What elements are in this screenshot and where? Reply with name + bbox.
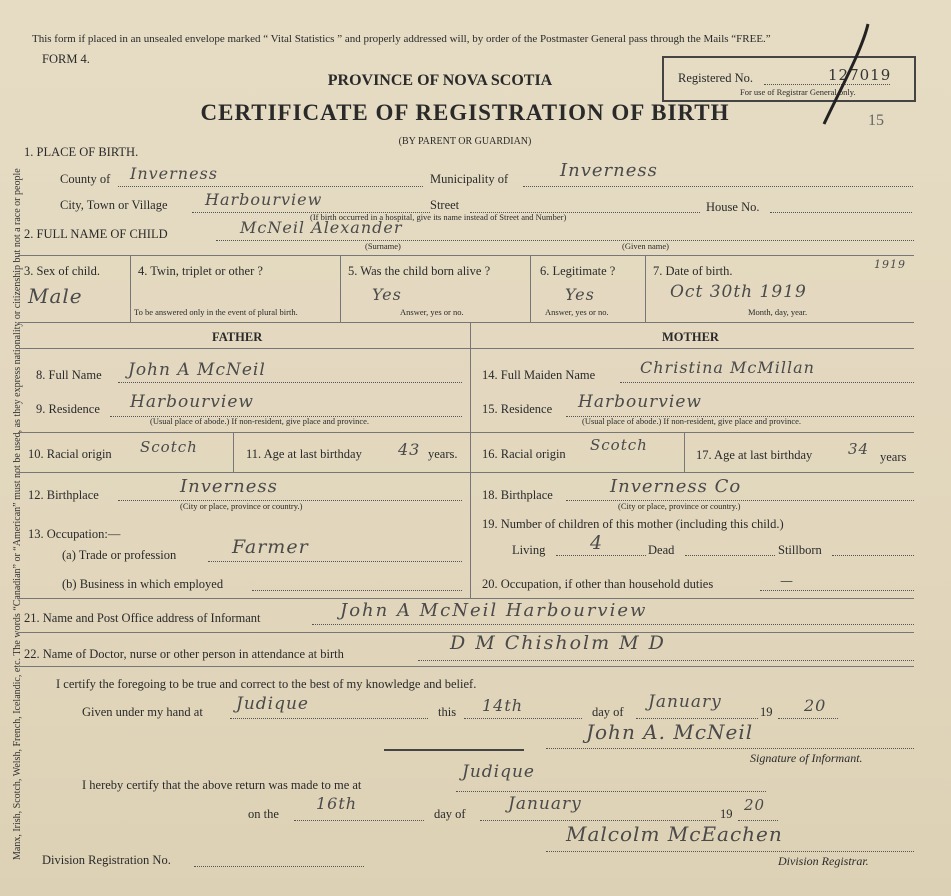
father-birthplace-note: (City or place, province or country.) — [180, 501, 303, 511]
given-label: Given under my hand at — [82, 705, 203, 719]
living-label: Living — [512, 543, 546, 557]
alive-note: Answer, yes or no. — [400, 307, 464, 317]
side-text: Manx, Irish, Scotch, Welsh, French, Icelandic, etc. The words “Canadian” or “American” must not be used, as they express nationality or citizenship but not a race or people — [12, 168, 23, 860]
mother-race-value: Scotch — [590, 436, 648, 454]
pencil-mark-icon — [810, 20, 880, 130]
certify-statement: I certify the foregoing to be true and correct to the best of my knowledge and belief. — [56, 677, 477, 691]
page-subtitle: (BY PARENT OR GUARDIAN) — [398, 136, 532, 147]
given-name-caption: (Given name) — [622, 241, 669, 251]
birth-date-correction: 1919 — [874, 258, 906, 271]
division-registration-label: Division Registration No. — [42, 853, 171, 867]
sex-label: 3. Sex of child. — [24, 264, 101, 278]
registered-label: Registered No. — [678, 71, 753, 85]
doctor-label: 22. Name of Doctor, nurse or other person in attendance at birth — [24, 647, 344, 661]
informant-signature: John A. McNeil — [586, 720, 754, 744]
side-margin-text — [0, 40, 23, 880]
sex-value: Male — [28, 284, 83, 308]
mother-age-unit: years — [880, 450, 907, 464]
page-title: CERTIFICATE OF REGISTRATION OF BIRTH — [200, 100, 730, 125]
doctor-value: D M Chisholm M D — [450, 632, 666, 654]
living-value: 4 — [590, 532, 604, 554]
registrar-place-value: Judique — [462, 762, 535, 782]
separator-line — [384, 749, 524, 751]
form-number: FORM 4. — [42, 52, 90, 66]
mother-race-label: 16. Racial origin — [482, 447, 566, 461]
child-name-value: McNeil Alexander — [240, 218, 403, 237]
informant-label: 21. Name and Post Office address of Informant — [24, 611, 261, 625]
legitimate-label: 6. Legitimate ? — [540, 264, 616, 278]
given-month-value: January — [648, 692, 722, 712]
municipality-value: Inverness — [560, 160, 658, 181]
county-label: County of — [60, 172, 111, 186]
alive-label: 5. Was the child born alive ? — [348, 264, 491, 278]
trade-value: Farmer — [232, 536, 309, 558]
registrar-year-prefix: 19 — [720, 807, 733, 821]
trade-label: (a) Trade or profession — [62, 548, 177, 562]
father-heading: FATHER — [212, 330, 263, 344]
registrar-month-value: January — [508, 794, 582, 814]
father-age-label: 11. Age at last birthday — [246, 447, 362, 461]
given-year-value: 20 — [804, 696, 827, 715]
mother-occupation-value: — — [780, 574, 794, 589]
day-of-label: day of — [592, 705, 624, 719]
on-the-label: on the — [248, 807, 279, 821]
registered-value: 127019 — [828, 66, 892, 84]
mother-residence-label: 15. Residence — [482, 402, 553, 416]
city-label: City, Town or Village — [60, 198, 168, 212]
surname-caption: (Surname) — [365, 241, 401, 251]
mother-birthplace-label: 18. Birthplace — [482, 488, 553, 502]
children-count-label: 19. Number of children of this mother (including this child.) — [482, 517, 784, 531]
informant-value: John A McNeil Harbourview — [340, 600, 648, 621]
place-label: 1. PLACE OF BIRTH. — [24, 145, 139, 159]
stillborn-label: Stillborn — [778, 543, 822, 557]
mother-age-value: 34 — [848, 440, 870, 458]
registrar-signature: Malcolm McEachen — [566, 822, 783, 846]
mother-occupation-label: 20. Occupation, if other than household duties — [482, 577, 714, 591]
given-day-value: 14th — [482, 696, 524, 715]
house-label: House No. — [706, 200, 760, 214]
father-name-label: 8. Full Name — [36, 368, 102, 382]
father-birthplace-value: Inverness — [180, 476, 278, 497]
birth-date-value: Oct 30th 1919 — [670, 282, 807, 302]
year-prefix: 19 — [760, 705, 773, 719]
mother-name-value: Christina McMillan — [640, 358, 815, 377]
mother-residence-note: (Usual place of abode.) If non-resident, give place and province. — [582, 416, 802, 426]
dead-label: Dead — [648, 543, 675, 557]
legitimate-value: Yes — [565, 285, 595, 304]
twin-note: To be answered only in the event of plural birth. — [134, 307, 298, 317]
business-label: (b) Business in which employed — [62, 577, 224, 591]
municipality-label: Municipality of — [430, 172, 509, 186]
county-value: Inverness — [130, 164, 218, 183]
registrar-caption: Division Registrar. — [778, 854, 869, 868]
twin-label: 4. Twin, triplet or other ? — [138, 264, 263, 278]
registrar-note: For use of Registrar General only. — [740, 87, 856, 97]
registrar-statement: I hereby certify that the above return was made to me at — [82, 778, 362, 792]
father-residence-label: 9. Residence — [36, 402, 100, 416]
birth-date-note: Month, day, year. — [748, 307, 808, 317]
father-birthplace-label: 12. Birthplace — [28, 488, 99, 502]
mother-birthplace-value: Inverness Co — [610, 476, 742, 497]
father-age-value: 43 — [398, 440, 421, 459]
father-occupation-label: 13. Occupation:— — [28, 527, 121, 541]
city-value: Harbourview — [205, 190, 323, 209]
mother-name-label: 14. Full Maiden Name — [482, 368, 596, 382]
mother-birthplace-note: (City or place, province or country.) — [618, 501, 741, 511]
father-name-value: John A McNeil — [128, 360, 266, 380]
given-place-value: Judique — [236, 694, 309, 714]
father-age-unit: years. — [428, 447, 458, 461]
father-residence-note: (Usual place of abode.) If non-resident, give place and province. — [150, 416, 370, 426]
alive-value: Yes — [372, 285, 402, 304]
mother-heading: MOTHER — [662, 330, 719, 344]
legitimate-note: Answer, yes or no. — [545, 307, 609, 317]
father-residence-value: Harbourview — [130, 392, 254, 412]
street-label: Street — [430, 198, 460, 212]
mother-age-label: 17. Age at last birthday — [696, 448, 813, 462]
province-heading: PROVINCE OF NOVA SCOTIA — [327, 72, 553, 89]
child-name-label: 2. FULL NAME OF CHILD — [24, 227, 168, 241]
corner-mark: 15 — [868, 112, 884, 129]
father-race-value: Scotch — [140, 438, 198, 456]
birth-date-label: 7. Date of birth. — [653, 264, 733, 278]
mother-residence-value: Harbourview — [578, 392, 702, 412]
father-race-label: 10. Racial origin — [28, 447, 112, 461]
street-note: (If birth occurred in a hospital, give its name instead of Street and Number) — [310, 212, 567, 222]
postal-notice: This form if placed in an unsealed envelope marked “ Vital Statistics ” and properly addressed will, by order of the Postmaster General pass through the Mails “FREE.” — [32, 33, 771, 45]
this-label: this — [438, 705, 457, 719]
registrar-year-value: 20 — [744, 796, 766, 814]
registrar-day-of-label: day of — [434, 807, 466, 821]
registrar-day-value: 16th — [316, 794, 358, 813]
signature-caption: Signature of Informant. — [750, 751, 863, 765]
